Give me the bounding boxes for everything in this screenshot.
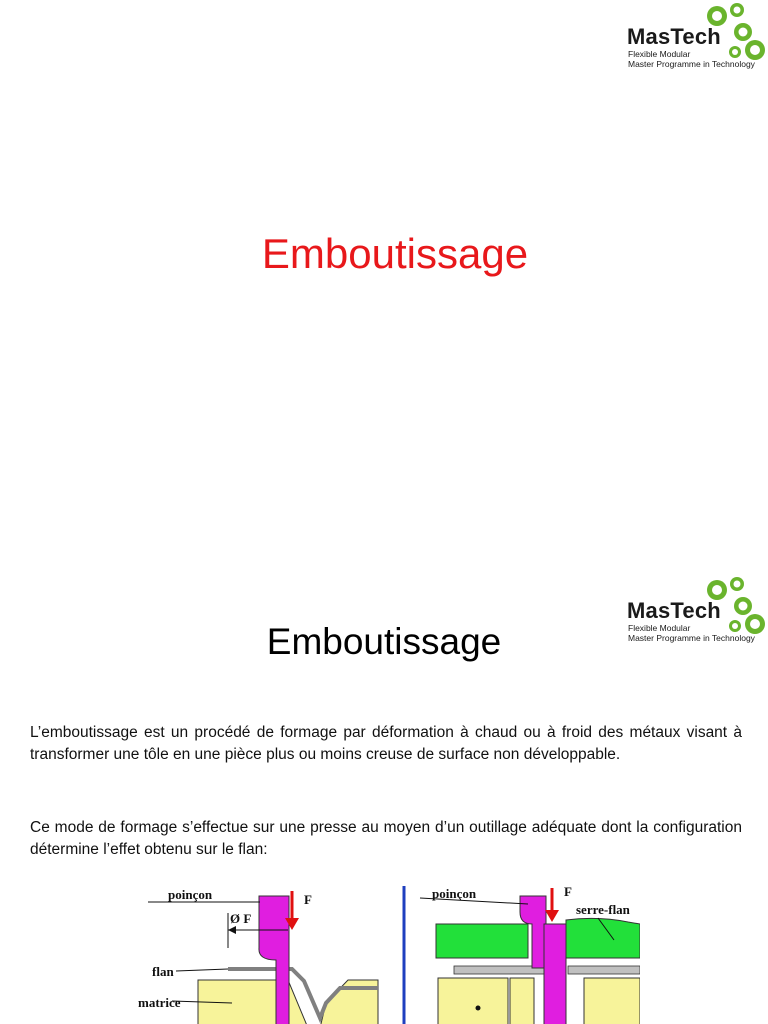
label-serre-flan: serre-flan [576, 902, 630, 917]
slide-title: Emboutissage [266, 621, 502, 662]
stamping-tool-diagram [128, 868, 640, 1024]
label-force: F [304, 892, 312, 907]
definition-paragraph: L’emboutissage est un procédé de formage par déformation à chaud ou à froid des métaux visant à transformer une tôle en une pièce plus ou moins creuse de surface non développable. [30, 724, 742, 763]
die-marker [476, 1006, 481, 1011]
diameter-arrowhead [228, 926, 236, 934]
label-flan: flan [152, 964, 174, 979]
force-arrow-head [545, 910, 559, 922]
logo-subtitle-2: Master Programme in Technology [628, 633, 755, 643]
slide-title: Emboutissage [261, 230, 529, 277]
logo-brand: MasTech [627, 24, 721, 49]
logo-subtitle-1: Flexible Modular [628, 49, 691, 59]
blank-holder-left [436, 924, 528, 958]
logo-brand: MasTech [627, 598, 721, 623]
die-right-block [584, 978, 640, 1024]
right-tool-setup [420, 884, 640, 1024]
label-diameter: Ø F [230, 911, 252, 926]
label-force: F [564, 884, 572, 899]
logo-subtitle-1: Flexible Modular [628, 623, 691, 633]
punch-shaft [544, 924, 566, 1024]
die-center-block [510, 978, 534, 1024]
label-matrice: matrice [138, 995, 181, 1010]
process-paragraph: Ce mode de formage s’effectue sur une presse au moyen d’un outillage adéquate dont la configuration détermine l’effet obtenu sur le flan: [30, 819, 742, 858]
logo-subtitle-2: Master Programme in Technology [628, 59, 755, 69]
label-poincon: poinçon [168, 887, 213, 902]
sheet-left [454, 966, 544, 974]
sheet-right [568, 966, 640, 974]
mastech-logo [627, 4, 768, 68]
left-tool-setup [138, 887, 378, 1024]
label-poincon: poinçon [432, 886, 477, 901]
die-left-block [438, 978, 508, 1024]
flan-leader [176, 969, 228, 971]
content-slide [0, 562, 768, 1024]
